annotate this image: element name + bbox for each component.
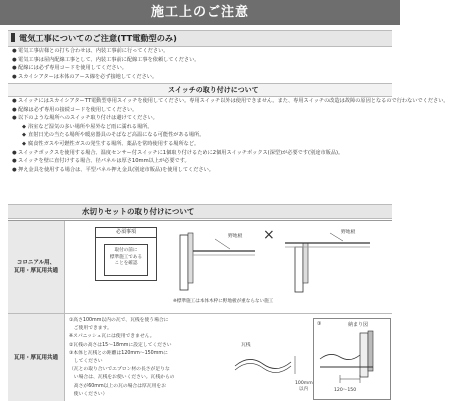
tile-label: 瓦桟 — [241, 343, 251, 348]
switch-note-item — [12, 140, 392, 149]
electrical-notes-list — [12, 47, 392, 81]
row-label-colonial — [8, 221, 65, 314]
bullet-icon: ● — [12, 158, 17, 165]
must-box-title: 必須事項 — [96, 228, 156, 238]
flashing-table — [8, 220, 392, 401]
switch-note-item — [12, 131, 392, 140]
section-bar-marker — [11, 33, 15, 42]
note-text: 浴室など湿気の多い場所や屋外など雨に濡れる場所。 — [28, 123, 153, 130]
row-content-colonial — [65, 221, 392, 314]
dimension-label-suffix: 以内 — [299, 387, 309, 392]
bullet-icon: ● — [12, 73, 17, 80]
row-content-tile — [65, 314, 392, 401]
electrical-note-item — [12, 73, 392, 82]
tile-note-line: ②瓦桟の高さは15～18mmに設定してください — [69, 342, 172, 348]
must-box-line: ことを確認 — [114, 261, 138, 266]
section-title: 水切りセットの取り付けについて — [82, 207, 195, 216]
section-header-flashing — [8, 204, 392, 219]
bullet-icon: ● — [12, 149, 17, 156]
note-text: スイッチボックスを使用する場合、温度センサー付スイッチに1個取り付けるために2個用スイッチボックス(深型)が必要です(別途市販品)。 — [18, 149, 344, 156]
switch-note-item — [12, 123, 392, 132]
must-box-text — [105, 245, 147, 271]
tile-note-line: ①高さ100mm以内の瓦で、瓦桟を使う場合に — [69, 318, 169, 323]
must-check-box — [95, 227, 157, 281]
tile-note-line: ご使用できます。 — [69, 326, 112, 332]
tile-note-line: ※スパニッシュ瓦には使用できません。 — [69, 334, 155, 340]
tile-note-line: ③本体と瓦桟との距離は120mm～150mmに — [69, 350, 168, 356]
switch-note-item — [12, 149, 392, 158]
must-box-inner — [104, 244, 148, 276]
switch-note-item — [12, 157, 392, 166]
standard-install-footnote: ※標準施工は本体木枠に野地板が重ならない施工 — [173, 299, 274, 304]
section-title: スイッチの取り付けについて — [168, 86, 259, 94]
bullet-icon: ◆ — [22, 140, 26, 147]
roof-board-label: 野地板 — [228, 234, 243, 239]
switch-note-item — [12, 114, 392, 123]
note-text: スカイシアターは本体のアース線を必ず接地してください。 — [18, 73, 158, 80]
switch-note-item — [12, 106, 392, 115]
note-text: 押え金具を使用する場合は、平型パネル押え金具(別途市販品)を使用してください。 — [18, 166, 214, 173]
electrical-note-item — [12, 47, 392, 56]
tile-note-line: い場合は、瓦桟をお使いください。瓦桟からの — [69, 375, 175, 381]
bullet-icon: ◆ — [22, 123, 26, 130]
bullet-icon: ● — [12, 65, 17, 72]
installation-figure-box — [313, 318, 391, 400]
must-box-line: 標準施工である — [109, 254, 143, 260]
note-text: 配線は必ず専用の接続コードを使用してください。 — [18, 106, 138, 113]
section-header-switch — [8, 83, 392, 97]
note-text: スイッチを壁に直付けする場合、径パネルは厚さ10mm以上が必要です。 — [18, 158, 190, 165]
tile-note-line: してください — [69, 359, 103, 365]
switch-note-item — [12, 97, 449, 106]
switch-note-item — [12, 166, 392, 175]
row-label-line: 瓦用・厚瓦用共通 — [13, 268, 58, 274]
bullet-icon: ● — [12, 98, 17, 104]
page-title: 施工上のご注意 — [0, 0, 400, 25]
bullet-icon: ● — [12, 106, 17, 113]
tile-notes — [69, 317, 239, 399]
note-text: 以下のような場所へのスイッチ取り付けは避けてください。 — [18, 115, 158, 122]
nonstandard-install-diagram — [275, 225, 385, 295]
figure-number: ③ — [317, 321, 322, 327]
row-label-tile: 瓦用・厚瓦用共通 — [8, 314, 65, 401]
bullet-icon: ● — [12, 166, 17, 173]
bullet-icon: ● — [12, 48, 17, 54]
section-header-electrical — [8, 30, 392, 47]
dimension-label: 100mm — [295, 381, 313, 386]
tile-note-line: 使いください） — [69, 391, 108, 397]
bullet-icon: ● — [12, 115, 17, 122]
figure-title: 納まり図 — [348, 322, 369, 328]
incorrect-mark-icon: × — [263, 227, 275, 243]
tile-batten-diagram — [229, 336, 311, 396]
standard-install-diagram — [160, 225, 270, 295]
note-text: スイッチにはスカイシアターTT電動型専用スイッチを使用してください。専用スイッチ以外は使用できません。また、専用スイッチの改造は故障の原因となるので行わないでください。 — [18, 98, 449, 104]
bullet-icon: ● — [12, 56, 17, 63]
bullet-icon: ◆ — [22, 132, 26, 139]
range-label: 120～150 — [334, 388, 357, 393]
electrical-note-item — [12, 64, 392, 73]
must-box-line: 取付の前に — [114, 248, 138, 253]
electrical-note-item — [12, 56, 392, 65]
roof-board-label: 野地板 — [341, 230, 356, 235]
row-label-line: コロニアル用、 — [16, 260, 56, 266]
note-text: 電気工事は屋内配線工事として、内装工事前に配線工事を依頼してください。 — [18, 56, 200, 63]
tile-note-line: （瓦との取り合いでエプロン材の長さが足りな — [69, 367, 170, 373]
note-text: 電気工事店様との打ち合わせは、内装工事前に行ってください。 — [18, 48, 169, 54]
note-text: 腐食性ガスや可燃性ガスの発生する場所、薬品を常時使用する場所など。 — [28, 140, 200, 147]
section-title: 電気工事についてのご注意(TT電動型のみ) — [19, 33, 177, 43]
note-text: 直射日光の当たる場所や暖房器具のそばなど高温になる可能性がある場所。 — [28, 132, 205, 139]
installation-cross-section — [316, 329, 388, 397]
tile-note-line: 高さが60mm以上の瓦の場合は厚瓦用をお — [69, 383, 166, 389]
note-text: 配線には必ず専用コードを使用してください。 — [18, 65, 127, 72]
switch-notes-list — [12, 97, 449, 174]
